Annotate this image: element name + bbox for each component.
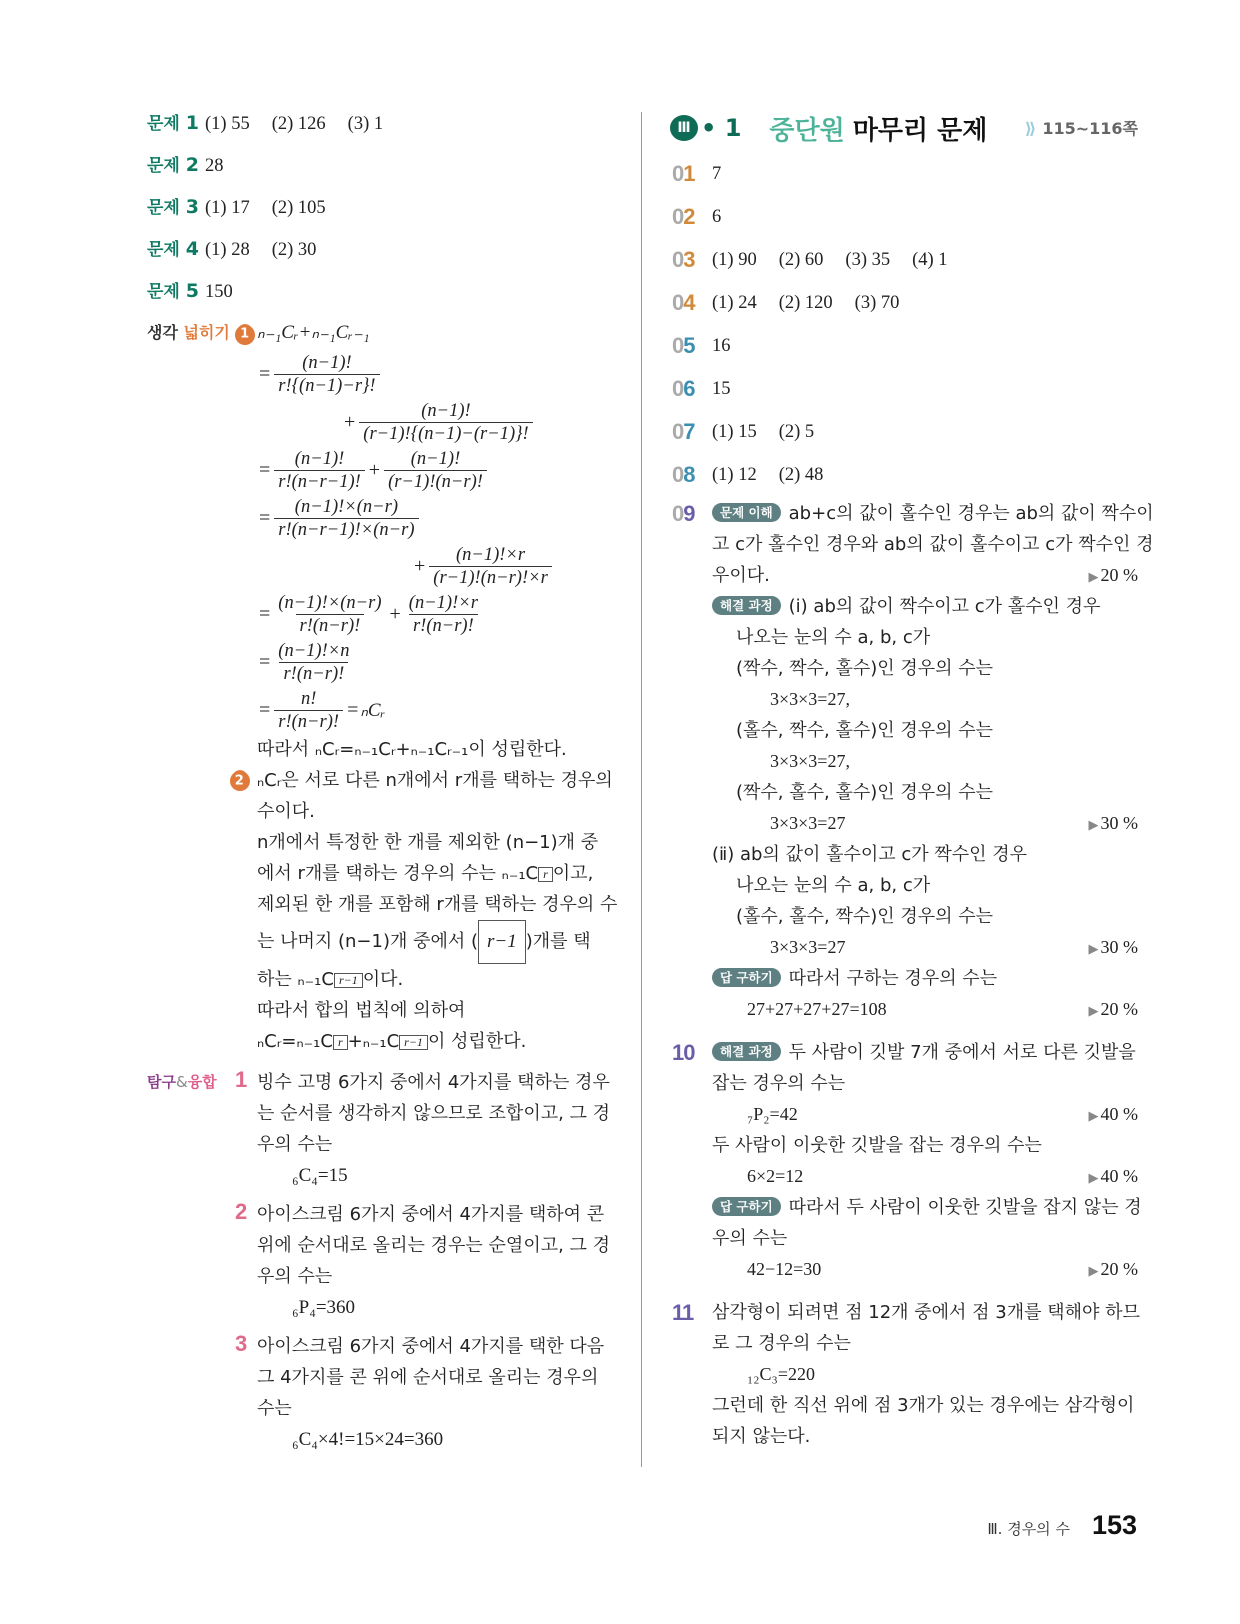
math-line: ₁₂C₃=220 [747, 1364, 815, 1384]
answer: (1) 12 [712, 464, 757, 485]
explore-item-number: 3 [235, 1331, 248, 1356]
text-line: 로 그 경우의 수는 [712, 1333, 851, 1354]
problem-number: 2 [185, 154, 200, 176]
answer: 6 [712, 206, 722, 227]
answer: 28 [205, 156, 224, 176]
section-header [670, 108, 1138, 148]
text-line: 위에 순서대로 올리는 경우는 순열이고, 그 경 [257, 1235, 611, 1256]
fraction: $\frac{(n-1)!\times(n-r)}{r!(n-r-1)!\times(n-r)}$ [274, 496, 418, 541]
answer: 15 [712, 378, 731, 399]
answer: (1) 28 [205, 240, 250, 260]
text-line: 그 4가지를 콘 위에 순서대로 올리는 경우의 [257, 1367, 599, 1388]
question-number [672, 159, 712, 189]
answer: 7 [712, 163, 722, 184]
fraction: $\frac{(n-1)!}{r!\{(n-1)-r\}!}$ [274, 352, 379, 397]
math-step: = $\frac{(n-1)!\times(n-r)}{r!(n-r-1)!\times(n-r)}$ [257, 494, 617, 542]
left-column [147, 108, 617, 1463]
question-number-digit: 6 [683, 375, 695, 401]
blank-box: r [538, 867, 553, 882]
question-11: 11 삼각형이 되려면 점 12개 중에서 점 3개를 택해야 하므 로 그 경우의 수는 ₁₂C₃=220 그런데 한 직선 위에 점 3개가 있는 경우에는 삼각형이 되지 않는다. [672, 1297, 1138, 1452]
answer-row [672, 324, 1138, 367]
text-line: 나오는 눈의 수 a, b, c가 [736, 627, 931, 648]
triangle-icon: ▶ [1088, 569, 1099, 584]
score-percent: ▶ 40 % [1088, 1104, 1138, 1124]
math-line: 3×3×3=27, [770, 751, 850, 771]
marker-1-icon: 1 [231, 321, 259, 349]
explore-fusion [147, 1067, 617, 1455]
section-number: • 1 [701, 114, 742, 142]
blank-box: r [333, 1035, 348, 1050]
text-line: 빙수 고명 6가지 중에서 4가지를 택하는 경우 [257, 1072, 610, 1093]
page-footer [987, 1510, 1137, 1541]
triangle-icon: ▶ [1088, 1263, 1099, 1278]
question-number-digit: 3 [683, 246, 695, 272]
answer: (4) 1 [912, 249, 948, 270]
question-number-digit: 0 [672, 332, 684, 358]
answer: (3) 35 [845, 249, 891, 270]
extension-label [147, 318, 257, 348]
think-extension [147, 318, 617, 1057]
fraction: $\frac{(n-1)!}{r!(n-r-1)!}$ [274, 448, 365, 493]
problem-row [147, 150, 617, 180]
title-accent: 중단원 [769, 115, 845, 146]
text-line: 두 사람이 이웃한 깃발을 잡는 경우의 수는 [712, 1135, 1042, 1156]
explore-item [235, 1199, 617, 1323]
footer-chapter: Ⅲ. 경우의 수 [987, 1520, 1070, 1538]
problem-label-text: 문제 [147, 114, 180, 134]
fraction: $\frac{(n-1)!\times n}{r!(n-r)!}$ [278, 640, 350, 684]
problem-answers [147, 108, 617, 306]
question-number [672, 288, 712, 318]
part2-line: 2 ₙCᵣ은 서로 다른 n개에서 r개를 택하는 경우의 [257, 765, 617, 796]
tag-answer: 답 구하기 [712, 1197, 781, 1216]
question-number-digit: 0 [672, 246, 684, 272]
text-line: (홀수, 홀수, 짝수)인 경우의 수는 [736, 906, 994, 927]
question-number-digit: 4 [683, 289, 695, 315]
answer-row [672, 238, 1138, 281]
label-extend: 넓히기 [183, 323, 230, 342]
text-line: 나오는 눈의 수 a, b, c가 [736, 875, 931, 896]
problem-number: 1 [185, 112, 200, 134]
title: 마무리 문제 [852, 115, 988, 146]
question-number [672, 245, 712, 275]
text-line: 그런데 한 직선 위에 점 3개가 있는 경우에는 삼각형이 [712, 1395, 1135, 1416]
problem-label-text: 문제 [147, 240, 180, 260]
triangle-icon: ▶ [1088, 1170, 1099, 1185]
question-number-digit: 7 [683, 418, 695, 444]
conclusion-1: 따라서 ₙCᵣ=ₙ₋₁Cᵣ+ₙ₋₁Cᵣ₋₁이 성립한다. [257, 739, 567, 760]
page-number: 153 [1091, 1510, 1137, 1540]
problem-label [147, 276, 205, 307]
answer: (2) 30 [271, 240, 317, 260]
part2-line: 에서 r개를 택하는 경우의 수는 ₙ₋₁C r 이고, [257, 863, 594, 884]
problem-number: 3 [185, 196, 200, 218]
problem-row [147, 192, 617, 222]
answer-row [672, 367, 1138, 410]
answer: (2) 105 [271, 198, 326, 218]
fraction: $\frac{n!}{r!(n-r)!}$ [274, 688, 343, 733]
column-divider [641, 112, 642, 1467]
answer: 16 [712, 335, 731, 356]
score-percent: ▶ 30 % [1088, 813, 1138, 833]
question-number [672, 460, 712, 490]
tag-solve: 해결 과정 [712, 1042, 781, 1061]
explore-item-number: 2 [235, 1199, 248, 1224]
formula: ₆C₄×4!=15×24=360 [292, 1429, 444, 1450]
question-number-digit: 0 [672, 289, 684, 315]
math-line: 3×3×3=27 ▶ 30 % [672, 932, 1138, 963]
math-step: = $\frac{(n-1)!}{r!(n-r-1)!}$ + $\frac{(n-1)!}{(r-1)!(n-r)!}$ [257, 446, 617, 494]
text-line: 우의 수는 [257, 1134, 333, 1155]
problem-row [147, 108, 617, 138]
problem-label [147, 108, 205, 139]
question-10: 10 해결 과정 두 사람이 깃발 7개 중에서 서로 다른 깃발을 잡는 경우의 수는 ₇P₂=42 ▶ 40 % 두 사람이 이웃한 깃발을 잡는 경우의 수는 6×2=12 ▶ 40 % 답 구하기 따라서 두 사람이 이웃한 깃발을 잡지 않는 경 우의 수는 42−12=30 ▶ 20 % [672, 1037, 1138, 1285]
part2-line: 따라서 합의 법칙에 의하여 [257, 1000, 466, 1021]
math-line: 3×3×3=27 ▶ 30 % [672, 808, 1138, 839]
answer: (2) 120 [778, 292, 833, 313]
text-line: 잡는 경우의 수는 [712, 1073, 846, 1094]
math-step: + $\frac{(n-1)!\times r}{(r-1)!(n-r)!\times r}$ [257, 542, 617, 590]
explore-label: 탐구&융합 [147, 1073, 217, 1091]
score-percent: ▶ 20 % [1088, 565, 1138, 585]
question-number: 10 [672, 1040, 695, 1065]
tag-answer: 답 구하기 [712, 968, 781, 987]
answer-row [672, 453, 1138, 496]
math-step: = $\frac{(n-1)!\times n}{r!(n-r)!}$ [257, 638, 617, 686]
question-number-digit: 0 [672, 418, 684, 444]
question-number [672, 202, 712, 232]
answer-row [672, 410, 1138, 453]
problem-number: 5 [185, 280, 200, 302]
answer: 150 [205, 282, 233, 302]
math-line: 42−12=30 ▶ 20 % [672, 1254, 1138, 1285]
blank-box: r−1 [334, 973, 363, 988]
answer-row [672, 195, 1138, 238]
part2-line: 하는 ₙ₋₁C r−1 이다. [257, 969, 404, 990]
part2-line: n개에서 특정한 한 개를 제외한 (n−1)개 중 [257, 832, 599, 853]
math-step: = $\frac{(n-1)!}{r!\{(n-1)-r\}!}$ [257, 350, 617, 398]
answer: (2) 48 [778, 464, 824, 485]
text-line: 우이다. ▶ 20 % [672, 560, 1138, 591]
score-percent: ▶ 20 % [1088, 999, 1138, 1019]
marker-2-icon: 2 [226, 767, 254, 795]
answer: (1) 55 [205, 114, 250, 134]
problem-label [147, 150, 205, 181]
answer: (2) 126 [271, 114, 326, 134]
part2-line: 수이다. [257, 801, 315, 822]
question-number: 11 [672, 1300, 694, 1325]
problem-label-text: 문제 [147, 282, 180, 302]
answer-box: r−1 [478, 920, 526, 964]
problem-label-text: 문제 [147, 198, 180, 218]
fraction: $\frac{(n-1)!\times r}{(r-1)!(n-r)!\times r}$ [429, 544, 552, 589]
explore-item [235, 1067, 617, 1191]
text-line: 답 구하기 따라서 두 사람이 이웃한 깃발을 잡지 않는 경 [672, 1192, 1138, 1223]
math-step: = $\frac{n!}{r!(n-r)!}$ = ₙCᵣ [259, 688, 386, 732]
chapter-badge: Ⅲ [670, 115, 698, 141]
math-line: 27+27+27+27=108 ▶ 20 % [672, 994, 1138, 1025]
text-line: 아이스크림 6가지 중에서 4가지를 택하여 콘 [257, 1204, 605, 1225]
question-number-digit: 0 [672, 203, 684, 229]
problem-row [147, 234, 617, 264]
label-think: 생각 [147, 323, 178, 342]
answer: (3) 70 [854, 292, 900, 313]
fraction: $\frac{(n-1)!\times r}{r!(n-r)!}$ [408, 592, 478, 636]
problem-row [147, 276, 617, 306]
question-number-digit: 0 [672, 375, 684, 401]
math-step: + $\frac{(n-1)!}{(r-1)!\{(n-1)-(r-1)\}!}$ [257, 398, 617, 446]
math-line: 6×2=12 ▶ 40 % [672, 1161, 1138, 1192]
explore-item-number: 1 [235, 1067, 248, 1092]
explore-item [235, 1331, 617, 1455]
question-number [672, 417, 712, 447]
text-line: 수는 [257, 1398, 292, 1419]
tag-understand: 문제 이해 [712, 503, 781, 522]
text-line: 되지 않는다. [712, 1426, 811, 1447]
question-number-digit: 8 [683, 461, 695, 487]
answer-row [672, 152, 1138, 195]
answer: (1) 90 [712, 249, 757, 270]
part2-line: 제외된 한 개를 포함해 r개를 택하는 경우의 수 [257, 894, 618, 915]
score-percent: ▶ 20 % [1088, 1259, 1138, 1279]
blank-box: r−1 [399, 1035, 428, 1050]
question-number-digit: 1 [683, 160, 695, 186]
question-09: 09 문제 이해 ab+c의 값이 홀수인 경우는 ab의 값이 짝수이 고 c가 홀수인 경우와 ab의 값이 홀수이고 c가 짝수인 경 우이다. ▶ 20 % 해결 과정 (ⅰ) ab의 값이 짝수이고 c가 홀수인 경우 나오는 눈의 수 a, b, c가 (짝수, 짝수, 홀수)인 경우의 수는 3×3×3=27, (홀수, 짝수, 홀수)인 경우의 수는 3×3×3=27, (짝수, 홀수, 홀수)인 경우의 수는 3×3×3=27 ▶ 30 % (ⅱ) ab의 값이 홀수이고 c가 짝수인 경우 나오는 눈의 수 a, b, c가 (홀수, 홀수, 짝수)인 경우의 수는 3×3×3=27 ▶ 30 % 답 구하기 따라서 구하는 경우의 수는 27+27+27+27=108 ▶ 20 % [672, 498, 1138, 1025]
tag-solve: 해결 과정 [712, 596, 781, 615]
answer: (2) 5 [778, 421, 815, 442]
question-number-digit: 2 [683, 203, 695, 229]
text-line: 우의 수는 [257, 1266, 333, 1287]
score-percent: ▶ 30 % [1088, 937, 1138, 957]
question-number-digit: 5 [683, 332, 695, 358]
part2-line: ₙCᵣ=ₙ₋₁C r +ₙ₋₁C r−1 이 성립한다. [257, 1031, 527, 1052]
right-column [672, 108, 1154, 1452]
text-line: 해결 과정 (ⅰ) ab의 값이 짝수이고 c가 홀수인 경우 [672, 591, 1138, 622]
triangle-icon: ▶ [1088, 1003, 1099, 1018]
text-line: (홀수, 짝수, 홀수)인 경우의 수는 [736, 720, 994, 741]
answer: (1) 24 [712, 292, 757, 313]
answer: (3) 1 [347, 114, 384, 134]
question-number-digit: 0 [672, 160, 684, 186]
text-line: 답 구하기 따라서 구하는 경우의 수는 [672, 963, 1138, 994]
text-line: (짝수, 홀수, 홀수)인 경우의 수는 [736, 782, 994, 803]
triangle-icon: ▶ [1088, 941, 1099, 956]
fraction: $\frac{(n-1)!\times(n-r)}{r!(n-r)!}$ [278, 592, 382, 636]
text-line: 아이스크림 6가지 중에서 4가지를 택한 다음 [257, 1336, 605, 1357]
problem-label [147, 192, 205, 223]
text-line: (ⅱ) ab의 값이 홀수이고 c가 짝수인 경우 [712, 844, 1028, 865]
math-line: ₇P₂=42 ▶ 40 % [672, 1099, 1138, 1130]
question-number: 09 [672, 501, 695, 526]
answer: (2) 60 [778, 249, 824, 270]
text-line: 고 c가 홀수인 경우와 ab의 값이 홀수이고 c가 짝수인 경 [712, 534, 1154, 555]
problem-number: 4 [185, 238, 200, 260]
math-line: 3×3×3=27, [770, 689, 850, 709]
fraction: $\frac{(n-1)!}{(r-1)!\{(n-1)-(r-1)\}!}$ [359, 400, 532, 445]
dotted-chevron-icon: ⟫ [1024, 119, 1037, 138]
page-ref: ⟫ 115~116쪽 [1024, 119, 1138, 138]
score-percent: ▶ 40 % [1088, 1166, 1138, 1186]
answer: (1) 17 [205, 198, 250, 218]
text-line: 는 순서를 생각하지 않으므로 조합이고, 그 경 [257, 1103, 611, 1124]
answer: (1) 15 [712, 421, 757, 442]
question-number-digit: 0 [672, 461, 684, 487]
math-start: ₙ₋₁Cᵣ+ₙ₋₁Cᵣ₋₁ [257, 322, 370, 343]
triangle-icon: ▶ [1088, 817, 1099, 832]
answer-row [672, 281, 1138, 324]
question-number [672, 374, 712, 404]
math-step: = $\frac{(n-1)!\times(n-r)}{r!(n-r)!}$ + $\frac{(n-1)!\times r}{r!(n-r)!}$ [257, 590, 617, 638]
fraction: $\frac{(n-1)!}{(r-1)!(n-r)!}$ [384, 448, 487, 493]
formula: ₆P₄=360 [292, 1297, 356, 1318]
text-line: 우의 수는 [712, 1228, 788, 1249]
question-number [672, 331, 712, 361]
formula: ₆C₄=15 [292, 1165, 348, 1186]
problem-label [147, 234, 205, 265]
part2-line: 는 나머지 (n−1)개 중에서 ( r−1 )개를 택 [257, 920, 617, 964]
text-line: (짝수, 짝수, 홀수)인 경우의 수는 [736, 658, 994, 679]
problem-label-text: 문제 [147, 156, 180, 176]
triangle-icon: ▶ [1088, 1108, 1099, 1123]
